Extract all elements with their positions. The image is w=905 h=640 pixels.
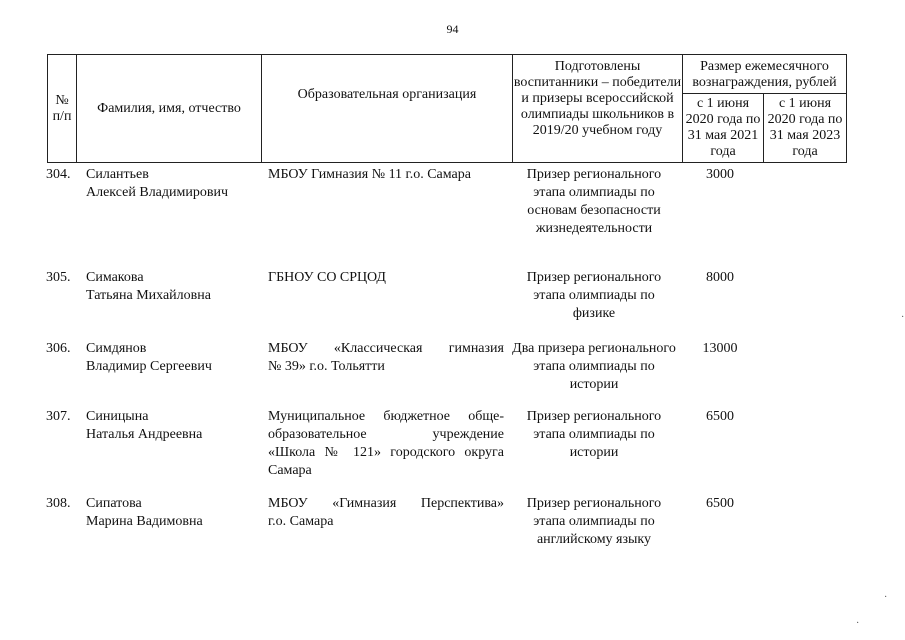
organization <box>268 408 504 480</box>
person-name <box>86 269 262 305</box>
reward-amount: 6500 <box>706 409 734 424</box>
person-name <box>86 166 262 202</box>
given-names: Татьяна Михайловна <box>86 288 211 303</box>
reward-amount: 3000 <box>706 167 734 182</box>
given-names: Алексей Владимирович <box>86 185 229 200</box>
scan-mark: · <box>884 592 888 603</box>
scan-mark: · <box>901 312 905 323</box>
organization-line: Муниципальное бюджетное обще- <box>268 409 504 424</box>
surname: Синицына <box>86 409 149 424</box>
organization <box>268 166 504 184</box>
header-prepared: Подготовлены воспитанники – победители и призеры всероссийской олимпиады школьников в 2019/20 учебном году <box>513 55 683 163</box>
surname: Симакова <box>86 270 144 285</box>
reward-amount: 13000 <box>702 341 738 356</box>
reward-amount: 6500 <box>706 496 734 511</box>
given-names: Марина Вадимовна <box>86 514 203 529</box>
organization <box>268 495 504 531</box>
person-name <box>86 495 262 531</box>
header-num: № п/п <box>48 55 77 163</box>
header-org: Образовательная организация <box>262 55 513 163</box>
organization-line: Самара <box>268 463 312 478</box>
person-name <box>86 340 262 376</box>
organization-line: МБОУ Гимназия № 11 г.о. Самара <box>268 167 471 182</box>
given-names: Владимир Сергеевич <box>86 359 212 374</box>
organization-line: МБОУ «Классическая гимназия <box>268 341 504 356</box>
row-number: 304. <box>46 167 71 182</box>
organization-line: «Школа № 121» городского округа <box>268 445 504 460</box>
row-number: 307. <box>46 409 71 424</box>
organization-line: г.о. Самара <box>268 514 334 529</box>
prepared-winners: Два призера регионального этапа олимпиады по истории <box>512 341 676 392</box>
row-number: 308. <box>46 496 71 511</box>
prepared-winners: Призер регионального этапа олимпиады по основам безопасности жизнедеятельности <box>526 167 662 236</box>
header-period-2023: с 1 июня 2020 года по 31 мая 2023 года <box>764 94 847 163</box>
prepared-winners: Призер регионального этапа олимпиады по физике <box>526 270 662 321</box>
organization-line: ГБНОУ СО СРЦОД <box>268 270 386 285</box>
person-name <box>86 408 262 444</box>
reward-amount: 8000 <box>706 270 734 285</box>
page-number: 94 <box>446 22 459 36</box>
prepared-winners: Призер регионального этапа олимпиады по английскому языку <box>526 496 662 547</box>
row-number: 306. <box>46 341 71 356</box>
table-header <box>47 54 847 163</box>
organization-line: образовательное учреждение <box>268 427 504 442</box>
given-names: Наталья Андреевна <box>86 427 203 442</box>
prepared-winners: Призер регионального этапа олимпиады по истории <box>526 409 662 460</box>
row-number: 305. <box>46 270 71 285</box>
scan-mark: · <box>856 618 860 629</box>
organization-line: № 39» г.о. Тольятти <box>268 359 385 374</box>
organization <box>268 340 504 376</box>
surname: Симдянов <box>86 341 147 356</box>
header-period-2021: с 1 июня 2020 года по 31 мая 2021 года <box>683 94 764 163</box>
surname: Сипатова <box>86 496 142 511</box>
organization <box>268 269 504 287</box>
organization-line: МБОУ «Гимназия Перспектива» <box>268 496 504 511</box>
header-name: Фамилия, имя, отчество <box>77 55 262 163</box>
surname: Силантьев <box>86 167 149 182</box>
header-reward-size: Размер ежемесячного вознаграждения, рублей <box>683 55 847 94</box>
